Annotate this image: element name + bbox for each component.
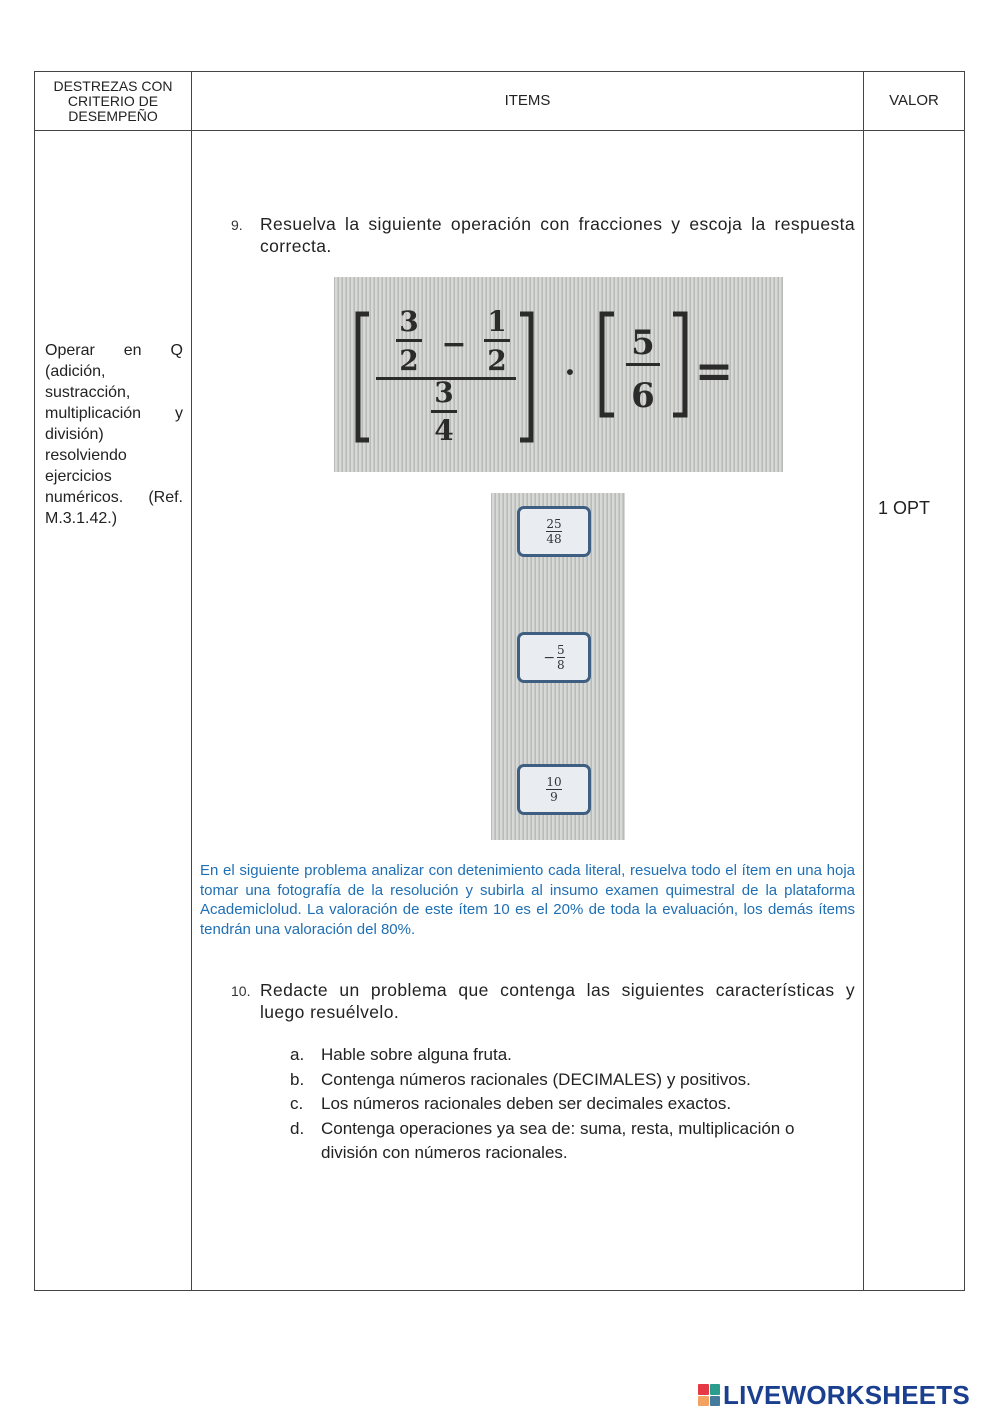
logo-square-4 [710,1396,721,1407]
list-item [290,1092,850,1117]
option-1-numerator: 25 [546,517,562,531]
frac-b-bar [484,339,510,342]
option-2-sign: − [543,649,556,666]
answer-option-2[interactable] [517,632,591,683]
liveworksheets-logo[interactable] [698,1380,970,1410]
value-cell [863,130,965,1291]
option-1-denominator: 48 [546,532,562,546]
frac-c-denominator: 4 [434,414,454,447]
question-10-requirements [290,1043,850,1166]
option-2-denominator: 8 [557,658,565,672]
frac-c-numerator: 3 [434,376,454,409]
list-item [290,1068,850,1093]
minus-sign: − [441,327,467,362]
right-bracket-icon [520,314,531,440]
skill-description: Operar en Q (adición, sustracción, multiplicación y división) resolviendo ejercicios numéricos. (Ref. M.3.1.42.) [45,342,183,527]
option-3-numerator: 10 [546,775,562,789]
frac-d-denominator: 6 [631,376,655,416]
frac-b-denominator: 2 [487,344,507,377]
logo-square-2 [710,1384,721,1395]
list-item-text: Contenga operaciones ya sea de: suma, resta, multiplicación o división con números racionales. [321,1118,795,1162]
list-marker: c. [290,1094,304,1113]
skills-cell [34,130,192,1291]
header-items: ITEMS [504,92,551,109]
list-marker: d. [290,1118,305,1138]
list-item-text: Hable sobre alguna fruta. [321,1045,512,1064]
left-bracket-2-icon [602,314,614,415]
multiply-dot: · [564,353,576,391]
option-3-fraction [546,776,561,803]
logo-square-3 [698,1396,709,1407]
frac-c-bar [431,410,457,413]
right-bracket-2-icon [673,314,685,415]
question-10-text: Redacte un problema que contenga las siguientes características y luego resuélvelo. [260,980,855,1022]
liveworksheets-logo-icon [698,1384,720,1406]
logo-square-1 [698,1384,709,1395]
list-item-text: Los números racionales deben ser decimales exactos. [321,1094,732,1113]
equals-sign: = [694,344,734,398]
list-marker: a. [290,1045,305,1064]
fraction-expression-image [334,277,783,472]
header-skills: DESTREZAS CON CRITERIO DE DESEMPEÑO [53,77,173,124]
option-2-numerator: 5 [557,643,565,657]
frac-d-bar [626,363,660,366]
header-value: VALOR [889,92,939,109]
answer-options-panel [491,493,625,840]
list-item [290,1043,850,1068]
question-10-number: 10. [231,983,251,999]
frac-a-numerator: 3 [399,305,419,338]
answer-option-1[interactable] [517,506,591,557]
frac-a-bar [396,339,422,342]
list-item [290,1117,850,1166]
frac-d-numerator: 5 [631,323,655,363]
option-3-denominator: 9 [550,790,558,804]
header-skills-cell [34,71,192,131]
list-item-text: Contenga números racionales (DECIMALES) y positivos. [321,1069,751,1089]
header-value-cell [863,71,965,131]
question-9-text: Resuelva la siguiente operación con fracciones y escoja la respuesta correcta. [260,214,855,256]
frac-b-numerator: 1 [487,305,507,338]
question-9-number: 9. [231,217,243,233]
item-value: 1 OPT [878,498,931,518]
left-bracket-icon [358,314,369,440]
logo-text: LIVEWORKSHEETS [723,1379,970,1410]
frac-a-denominator: 2 [399,344,419,377]
answer-option-3[interactable] [517,764,591,815]
fraction-expression [334,277,783,472]
option-2-fraction [557,644,565,671]
header-items-cell [191,71,864,131]
option-1-fraction [546,518,561,545]
instruction-note: En el siguiente problema analizar con detenimiento cada literal, resuelva todo el ítem en una hoja tomar una fotografía de la resolución y subirla al insumo examen quimestral de la plataforma Academiclolud. La valoración de este ítem 10 es el 20% de toda la evaluación, los demás ítems tendrán una valoración del 80%. [200,862,855,938]
list-marker: b. [290,1069,305,1089]
